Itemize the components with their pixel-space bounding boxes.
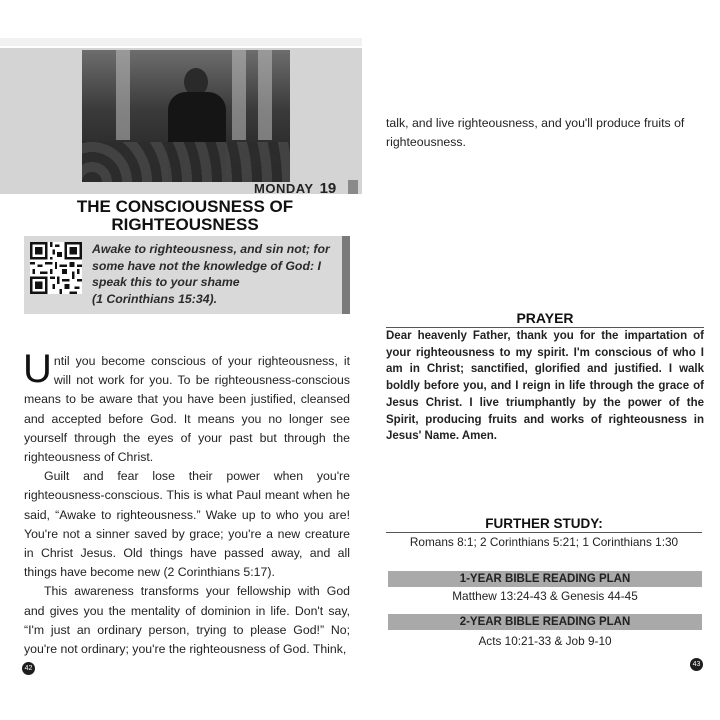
date-line <box>254 180 336 196</box>
two-year-plan-text: Acts 10:21-33 & Job 9-10 <box>478 634 612 648</box>
page-number-right: 43 <box>690 658 703 671</box>
drop-cap: U <box>23 347 52 391</box>
paragraph-2: Guilt and fear lose their power when you're righteousness-conscious. This is what Paul meant when he said, “Awake to righteousness.” Wake up to who you are! You're not a sinner saved by grace; you're a new creature in Christ Jesus. Old things have passed away, and all things have become new (2 Corinthians 5:17). <box>24 469 350 580</box>
prayer-heading: PRAYER <box>386 310 704 328</box>
qr-code-icon <box>30 242 82 294</box>
top-divider <box>0 38 362 46</box>
prayer-text: Dear heavenly Father, thank you for the impartation of your righteousness to my spirit. I'm conscious of who I am in Christ; sanctified, glorified and justified. I walk boldly before you, and I reign in life through the grace of Jesus Christ. I live triumphantly by the power of the Spirit, producing fruits and works of righteousness in Jesus' Name. Amen. <box>386 330 704 443</box>
verse-box <box>24 236 350 314</box>
verse-quote: Awake to righteousness, and sin not; for some have not the knowledge of God: I speak this to your shame <box>92 242 330 289</box>
paragraph-3: This awareness transforms your fellowship with God and gives you the mentality of dominion in life. Don't say, “I'm just an ordinary person, trying to please God!” No; you're not ordinary; you're the righteousness of God. Think, <box>24 584 350 657</box>
one-year-plan-heading: 1-YEAR BIBLE READING PLAN <box>388 571 702 587</box>
date-tab <box>348 180 358 194</box>
devotional-body <box>23 347 350 659</box>
speaker-photo <box>82 50 290 182</box>
devotional-title: THE CONSCIOUSNESS OF RIGHTEOUSNESS <box>76 197 294 234</box>
verse-box-edge <box>342 236 350 314</box>
paragraph-1: Until you become conscious of your righteousness, it will not work for you. To be righteousness-conscious means to be aware that you have been justified, cleansed and accepted before God. It means you no longer see yourself through the eyes of your past but through the righteousness of Christ. <box>23 347 350 465</box>
further-study-heading: FURTHER STUDY: <box>386 516 702 533</box>
page-number-left: 42 <box>22 662 35 675</box>
day-label: MONDAY <box>254 180 314 196</box>
two-year-plan-heading: 2-YEAR BIBLE READING PLAN <box>388 614 702 630</box>
verse-reference: (1 Corinthians 15:34). <box>92 291 218 306</box>
further-study-text: Romans 8:1; 2 Corinthians 5:21; 1 Corinthians 1:30 <box>409 535 679 549</box>
date-number: 19 <box>319 179 337 197</box>
right-page <box>362 0 720 720</box>
continued-text: talk, and live righteousness, and you'll produce fruits of righteousness. <box>386 116 685 150</box>
one-year-plan-text: Matthew 13:24-43 & Genesis 44-45 <box>452 589 638 603</box>
verse-text <box>92 241 340 307</box>
